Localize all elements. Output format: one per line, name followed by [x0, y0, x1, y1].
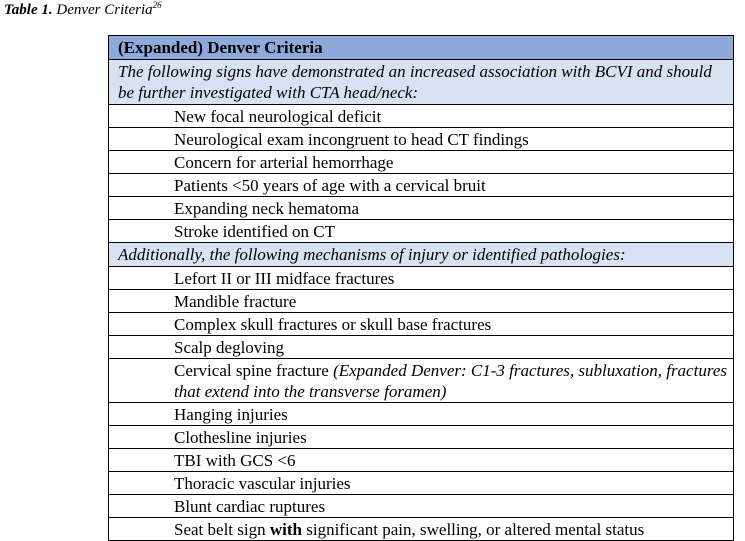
- seatbelt-text-bold: with: [269, 520, 302, 539]
- caption-title: Denver Criteria: [56, 2, 153, 18]
- table-row: [109, 290, 734, 313]
- table-row: [109, 267, 734, 290]
- mechanism-item: TBI with GCS <6: [109, 449, 734, 472]
- table-row: [109, 174, 734, 197]
- sign-item: Stroke identified on CT: [109, 220, 734, 243]
- table-row: [109, 197, 734, 220]
- section-heading-signs: The following signs have demonstrated an increased association with BCVI and should be further investigated with CTA head/neck:: [109, 60, 734, 105]
- seatbelt-text-pre: Seat belt sign: [174, 520, 266, 539]
- caption-label: Table 1.: [4, 2, 53, 18]
- sign-item: Expanding neck hematoma: [109, 197, 734, 220]
- table-row: [109, 426, 734, 449]
- cervical-text: Cervical spine fracture: [174, 361, 329, 380]
- table-header-row: [109, 36, 734, 60]
- mechanism-item: Thoracic vascular injuries: [109, 472, 734, 495]
- caption-reference: 26: [152, 0, 162, 10]
- mechanism-item: Mandible fracture: [109, 290, 734, 313]
- section-row-mechanisms: [109, 243, 734, 267]
- sign-item: Patients <50 years of age with a cervical bruit: [109, 174, 734, 197]
- sign-item: New focal neurological deficit: [109, 105, 734, 128]
- table-row: [109, 220, 734, 243]
- table-row: [109, 472, 734, 495]
- cervical-expanded-note: (Expanded Denver: C1-3 fractures, subluxation, fractures that extend into the transverse foramen): [174, 361, 727, 401]
- denver-criteria-table: [108, 35, 734, 541]
- section-row-signs: [109, 60, 734, 105]
- mechanism-item: Scalp degloving: [109, 336, 734, 359]
- table-row: [109, 449, 734, 472]
- table-row: [109, 128, 734, 151]
- seatbelt-text-post: significant pain, swelling, or altered mental status: [306, 520, 645, 539]
- section-heading-mechanisms: Additionally, the following mechanisms of injury or identified pathologies:: [109, 243, 734, 267]
- sign-item: Concern for arterial hemorrhage: [109, 151, 734, 174]
- table-caption: [4, 2, 162, 19]
- mechanism-item: Lefort II or III midface fractures: [109, 267, 734, 290]
- table-row: [109, 359, 734, 403]
- mechanism-item-seatbelt: [109, 518, 734, 541]
- table-row: [109, 151, 734, 174]
- sign-item: Neurological exam incongruent to head CT findings: [109, 128, 734, 151]
- table-row: [109, 518, 734, 541]
- mechanism-item: Complex skull fractures or skull base fractures: [109, 313, 734, 336]
- mechanism-item: Hanging injuries: [109, 403, 734, 426]
- table-row: [109, 105, 734, 128]
- table-row: [109, 313, 734, 336]
- table-row: [109, 403, 734, 426]
- table-header: (Expanded) Denver Criteria: [109, 36, 734, 60]
- mechanism-item: Clothesline injuries: [109, 426, 734, 449]
- mechanism-item-cervical: [109, 359, 734, 403]
- mechanism-item: Blunt cardiac ruptures: [109, 495, 734, 518]
- table-row: [109, 336, 734, 359]
- table-row: [109, 495, 734, 518]
